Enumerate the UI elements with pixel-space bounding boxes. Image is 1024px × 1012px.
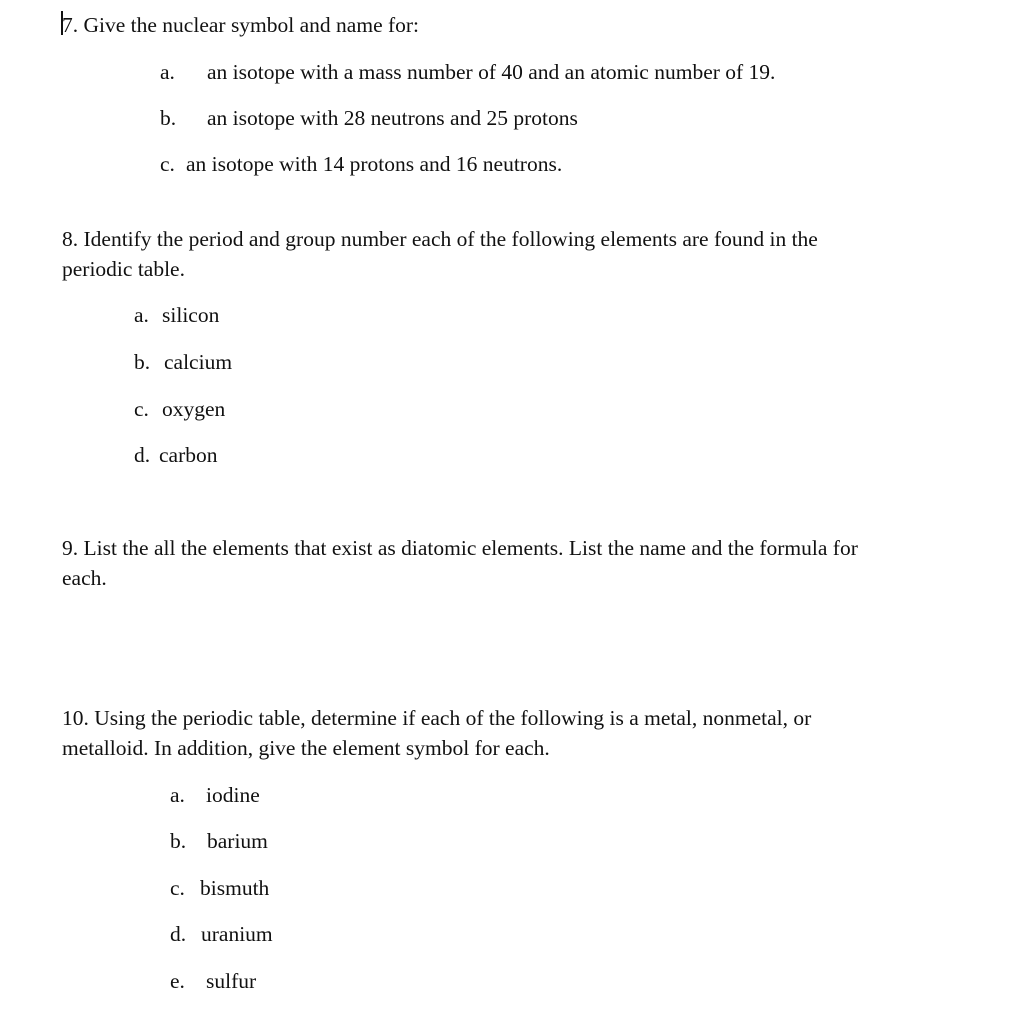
question-8-stem-line-2: periodic table. (62, 257, 185, 281)
q8-item-c-marker: c. (134, 397, 149, 421)
q7-item-a-marker: a. (160, 60, 175, 84)
q10-item-c-text: bismuth (200, 876, 270, 900)
question-9-stem-line-2: each. (62, 566, 107, 590)
question-10-stem-line-1: 10. Using the periodic table, determine if each of the following is a metal, nonmetal, or (62, 706, 812, 730)
q7-item-c-marker: c. (160, 152, 175, 176)
q8-item-b-text: calcium (164, 350, 233, 374)
q8-item-b-marker: b. (134, 350, 151, 374)
q8-item-a-marker: a. (134, 303, 149, 327)
q10-item-d-text: uranium (201, 922, 273, 946)
q10-item-e-text: sulfur (206, 969, 257, 993)
q8-item-d-marker: d. (134, 443, 151, 467)
q10-item-a-text: iodine (206, 783, 260, 807)
question-10-stem-line-2: metalloid. In addition, give the element symbol for each. (62, 736, 550, 760)
q7-item-a-text: an isotope with a mass number of 40 and an atomic number of 19. (207, 60, 776, 84)
q10-item-c-marker: c. (170, 876, 185, 900)
q7-item-b-marker: b. (160, 106, 177, 130)
q10-item-e-marker: e. (170, 969, 185, 993)
q8-item-d-text: carbon (159, 443, 218, 467)
q10-item-b-text: barium (207, 829, 268, 853)
q8-item-c-text: oxygen (162, 397, 226, 421)
q10-item-a-marker: a. (170, 783, 185, 807)
q7-item-c-text: an isotope with 14 protons and 16 neutrons. (186, 152, 563, 176)
question-8-stem-line-1: 8. Identify the period and group number each of the following elements are found in the (62, 227, 818, 251)
q10-item-d-marker: d. (170, 922, 187, 946)
question-7-stem: 7. Give the nuclear symbol and name for: (62, 13, 420, 37)
q7-item-b-text: an isotope with 28 neutrons and 25 protons (207, 106, 578, 130)
q8-item-a-text: silicon (162, 303, 220, 327)
q10-item-b-marker: b. (170, 829, 187, 853)
question-9-stem-line-1: 9. List the all the elements that exist as diatomic elements. List the name and the formula for (62, 536, 858, 560)
